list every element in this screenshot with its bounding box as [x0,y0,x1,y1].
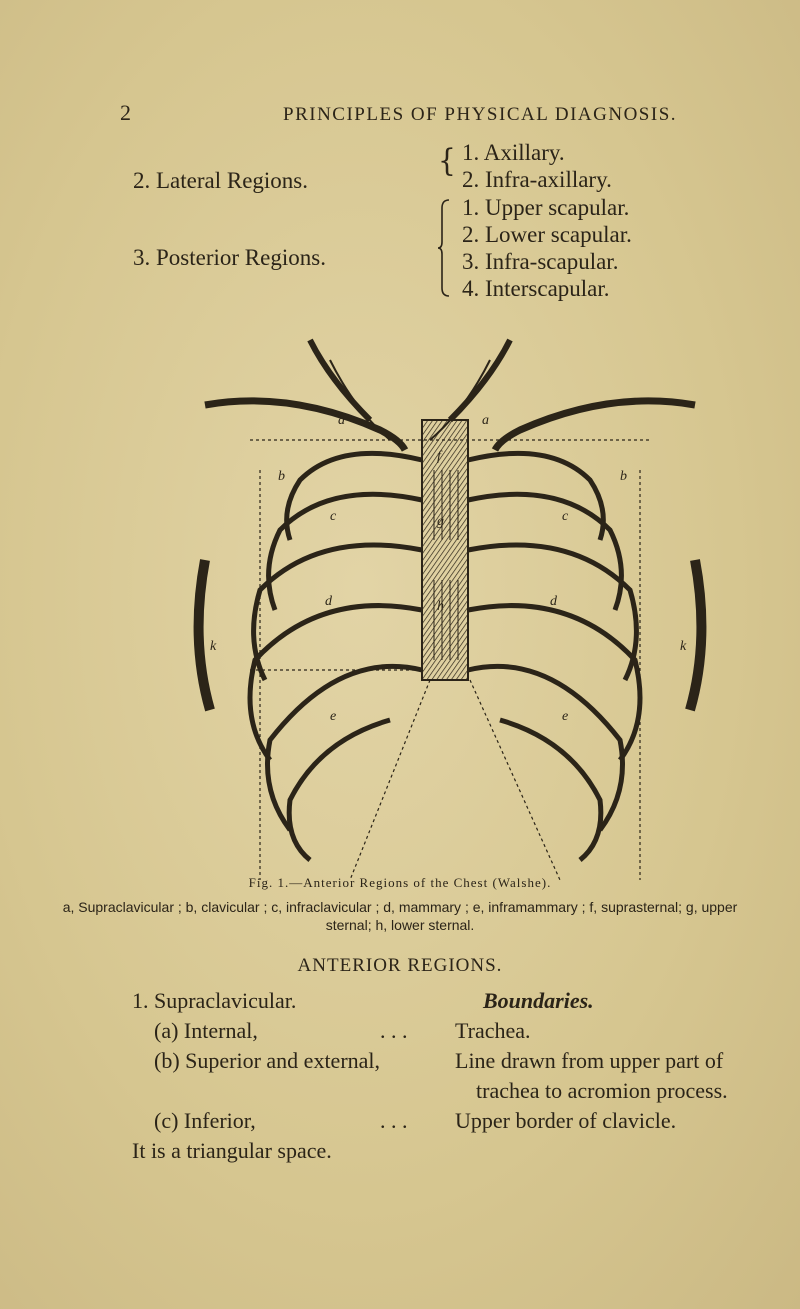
figure-label-c: c [562,509,569,524]
boundary-right: trachea to acromion process. [476,1078,728,1103]
page-number: 2 [120,100,131,125]
boundary-leader: . . . [380,1018,408,1043]
boundary-left: (c) Inferior, [154,1108,256,1133]
posterior-item: 2. Lower scapular. [462,222,632,247]
boundary-right: Upper border of clavicle. [455,1108,677,1133]
boundaries-heading: Boundaries. [483,988,594,1013]
lateral-brace: { [438,142,456,179]
arm-right [690,560,701,710]
arm-left [199,560,210,710]
figure-title: Fig. 1.—Anterior Regions of the Chest (Walshe). [248,875,552,890]
figure-label-d: d [550,594,557,609]
posterior-brace [438,198,452,298]
figure-label-h: h [437,599,444,614]
section-heading: ANTERIOR REGIONS. [297,955,503,976]
figure-label-k: k [680,639,687,654]
figure-label-c: c [330,509,337,524]
lateral-item: 2. Infra-axillary. [462,167,612,192]
boundary-leader: . . . [380,1108,408,1133]
rib-left [269,494,422,610]
posterior-item: 1. Upper scapular. [462,195,630,220]
running-title: PRINCIPLES OF PHYSICAL DIAGNOSIS. [283,104,678,125]
posterior-regions-label: 3. Posterior Regions. [133,245,326,270]
rib-right [468,494,621,610]
figure-label-a: a [482,413,489,428]
lateral-item: 1. Axillary. [462,140,565,165]
figure-label-k: k [210,639,217,654]
figure-label-d: d [325,594,332,609]
figure-label-g: g [437,514,444,529]
rib-left [289,720,390,860]
supraclavicular-label: 1. Supraclavicular. [132,988,297,1013]
sternum [422,420,468,680]
figure-label-b: b [620,469,627,484]
figure-caption: a, Supraclavicular ; b, clavicular ; c, infraclavicular ; d, mammary ; e, inframammary ; f, suprasternal; g, upper sternal; h, lower sternal. [62,899,738,933]
boundary-left: (a) Internal, [154,1018,258,1043]
posterior-item: 3. Infra-scapular. [462,249,619,274]
closing-sentence: It is a triangular space. [132,1138,332,1163]
boundary-left: (b) Superior and external, [154,1048,381,1073]
chest-illustration [190,320,710,880]
boundary-right: Line drawn from upper part of [455,1048,724,1073]
lateral-regions-label: 2. Lateral Regions. [133,168,309,193]
figure-label-a: a [338,413,345,428]
posterior-item: 4. Interscapular. [462,276,610,301]
boundary-right: Trachea. [455,1018,531,1043]
figure-label-b: b [278,469,285,484]
clavicle-right [495,401,695,450]
clavicle-left [205,401,405,450]
figure-label-e: e [330,709,337,724]
figure-label-e: e [562,709,569,724]
rib-right [500,720,601,860]
figure-label-f: f [437,449,441,464]
